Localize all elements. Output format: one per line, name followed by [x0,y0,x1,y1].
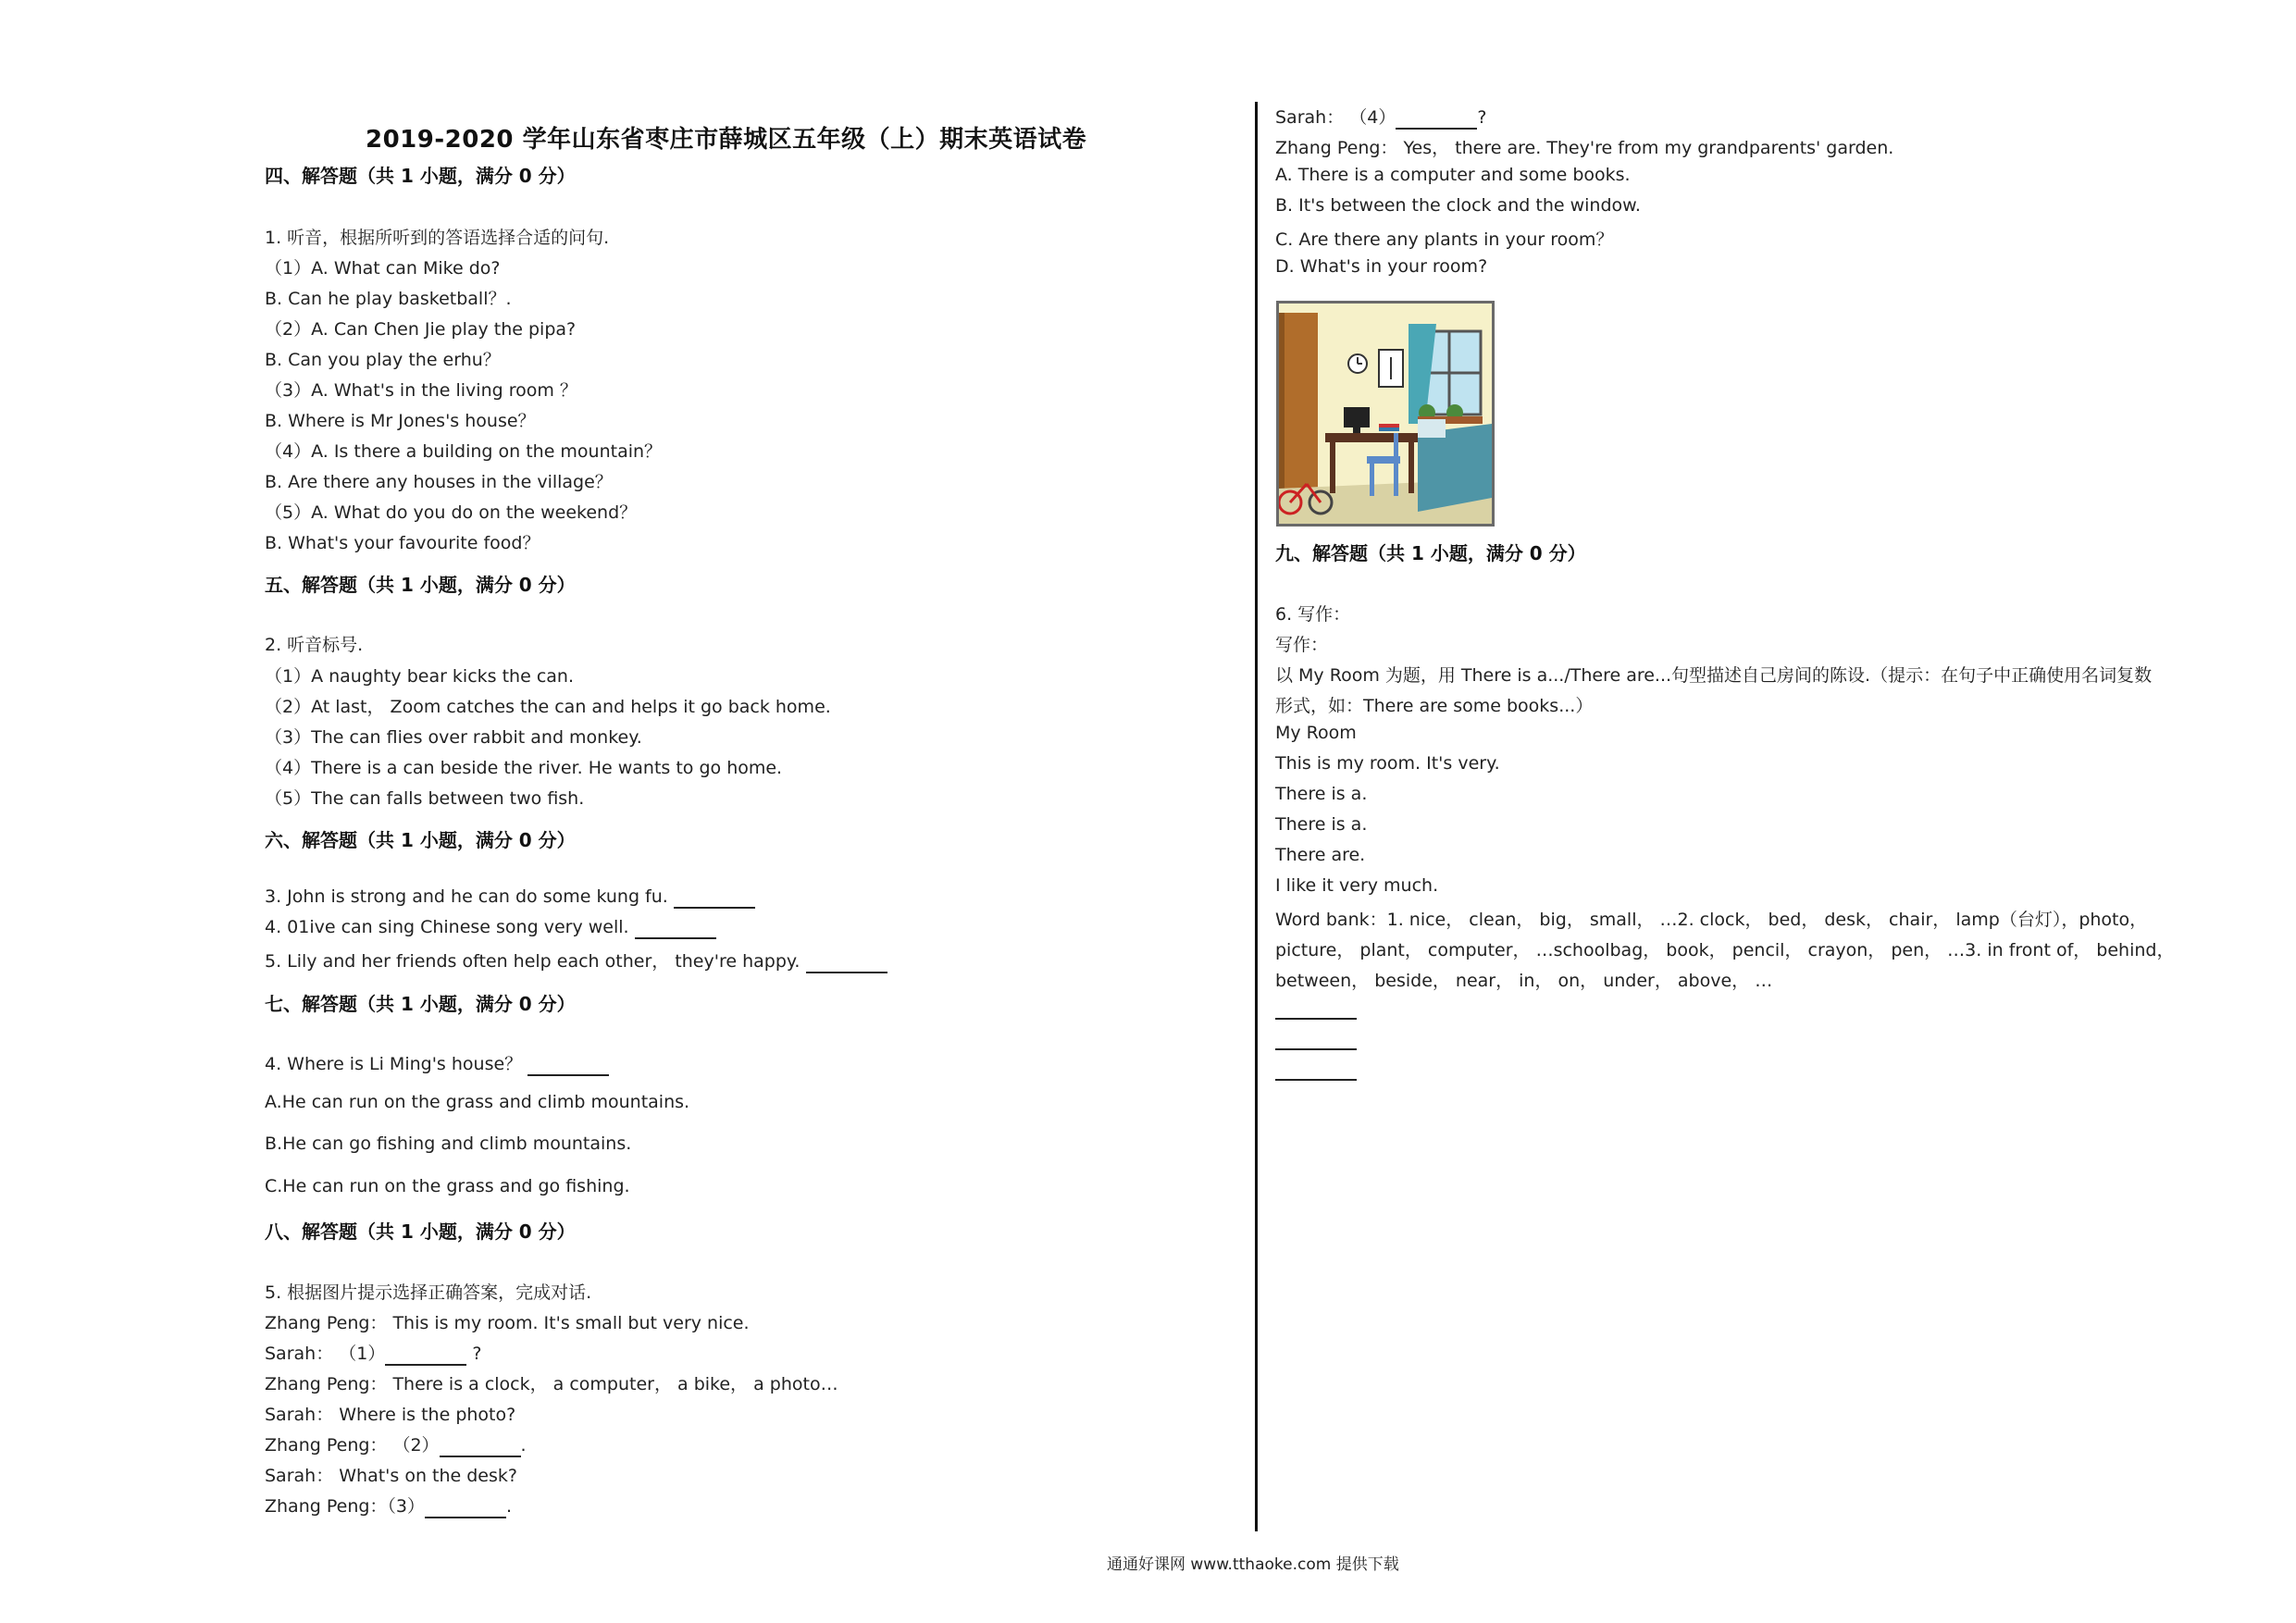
line-text: （5）The can falls between two fish. [265,788,585,809]
line-text: （1）A. What can Mike do? [265,258,501,279]
line-text: 1. 听音，根据所听到的答语选择合适的问句. [265,228,610,248]
text-line [1275,256,1487,277]
line-text: B. What's your favourite food？ [265,533,540,553]
text-line [1275,1028,1357,1050]
line-text: There is a. [1275,784,1368,804]
line-text: Zhang Peng： Yes， there are. They're from my grandparents' garden. [1275,138,1894,158]
line-text: I like it very much. [1275,875,1439,896]
text-line [1275,845,1365,865]
line-text: C.He can run on the grass and go fishing. [265,1176,630,1196]
line-text: B. Are there any houses in the village？ [265,472,613,492]
text-line [265,1493,512,1518]
line-suffix: . [506,1496,513,1517]
text-line [265,346,501,371]
text-line [265,1340,481,1366]
line-text: Zhang Peng： （2） [265,1435,440,1456]
answer-blank[interactable] [385,1344,466,1366]
line-text: （2）At last， Zoom catches the can and helps it go back home. [265,697,831,717]
text-line [265,948,887,973]
text-line [265,754,782,779]
answer-blank[interactable] [425,1496,506,1518]
column-divider [1255,102,1258,1531]
line-text: 5. 根据图片提示选择正确答案，完成对话. [265,1282,592,1303]
section-heading [265,1217,576,1244]
text-line [265,1309,750,1334]
line-text: A. There is a computer and some books. [1275,165,1631,185]
line-text: Sarah： （1） [265,1344,386,1364]
section-heading [265,161,576,188]
text-line [265,1370,838,1395]
line-text: B. It's between the clock and the window. [1275,195,1641,216]
line-text: C. Are there any plants in your room？ [1275,229,1614,250]
line-text: 写作： [1275,635,1329,655]
line-text: 形式，如：There are some books...） [1275,696,1594,716]
line-text: B. Where is Mr Jones's house？ [265,411,536,431]
text-line [265,529,540,554]
text-line [265,1431,527,1457]
line-text: （4）There is a can beside the river. He wants to go home. [265,758,783,778]
text-line [1275,165,1631,185]
line-text: B. Can you play the erhu？ [265,350,501,370]
text-line [265,377,577,402]
line-text: Sarah： What's on the desk? [265,1466,517,1486]
line-text: （2）A. Can Chen Jie play the pipa? [265,319,577,340]
text-line [1275,662,2152,687]
text-line [265,1092,689,1112]
line-text: A.He can run on the grass and climb mountains. [265,1092,690,1112]
text-line [265,438,662,463]
answer-blank[interactable] [674,886,755,909]
text-line [1275,814,1367,835]
text-line [265,785,584,810]
line-text: B.He can go fishing and climb mountains. [265,1134,632,1154]
line-text: B. Can he play basketball？. [265,289,512,309]
text-line [265,1462,517,1487]
line-text: Zhang Peng：（3） [265,1496,426,1517]
answer-blank[interactable] [1275,1028,1357,1050]
line-text: （5）A. What do you do on the weekend？ [265,502,638,523]
text-line [265,1279,591,1304]
text-line [1275,997,1357,1020]
room-picture [1276,301,1495,527]
page-title: 2019-2020 学年山东省枣庄市薛城区五年级（上）期末英语试卷 [366,126,1087,154]
answer-blank[interactable] [1275,997,1357,1020]
text-line [1275,1059,1357,1081]
line-text: My Room [1275,723,1357,743]
line-text: 六、解答题（共 1 小题，满分 0 分） [265,829,576,851]
text-line [1275,723,1357,743]
line-text: （3）The can flies over rabbit and monkey. [265,727,642,748]
answer-blank[interactable] [440,1435,521,1457]
line-text: Zhang Peng： This is my room. It's small but very nice. [265,1313,750,1333]
line-text: picture， plant， computer， …schoolbag， book， pencil， crayon， pen， …3. in front of， behind， [1275,940,2175,960]
text-line [265,468,613,493]
text-line [1275,967,1772,992]
text-line [1275,875,1438,896]
line-text: 五、解答题（共 1 小题，满分 0 分） [265,574,576,596]
answer-blank[interactable] [806,951,887,973]
text-line [1275,784,1367,804]
text-line [265,917,716,939]
text-line [1275,104,1486,130]
text-line [265,631,363,656]
line-text: 5. Lily and her friends often help each other， they're happy. [265,951,806,972]
page-footer: 通通好课网 www.tthaoke.com 提供下载 [1107,1555,1399,1574]
text-line [1275,753,1500,774]
line-text: 4. Where is Li Ming's house？ [265,1054,528,1074]
text-line [265,285,512,310]
line-text: 4. 01ive can sing Chinese song very well. [265,917,635,937]
text-line [1275,906,2147,931]
line-text: 九、解答题（共 1 小题，满分 0 分） [1275,542,1586,564]
line-text: 四、解答题（共 1 小题，满分 0 分） [265,165,576,187]
text-line [1275,226,1613,251]
section-heading [265,989,576,1016]
line-text: 七、解答题（共 1 小题，满分 0 分） [265,993,576,1015]
line-text: Word bank：1. nice， clean， big， small， …2. clock， bed， desk， chair， lamp（台灯），photo， [1275,910,2148,930]
text-line [265,499,637,524]
text-line [1275,631,1328,656]
answer-blank[interactable] [1396,107,1477,130]
line-text: There is a. [1275,814,1368,835]
line-text: 八、解答题（共 1 小题，满分 0 分） [265,1220,576,1243]
line-text: 6. 写作： [1275,604,1351,625]
text-line [1275,692,1593,717]
text-line [265,254,500,279]
text-line [265,693,831,718]
answer-blank[interactable] [635,917,716,939]
text-line [1275,936,2174,961]
line-text: Sarah： （4） [1275,107,1396,128]
section-heading [265,570,576,597]
text-line [265,663,574,688]
section-heading [265,825,576,852]
line-text: （3）A. What's in the living room ？ [265,380,577,401]
line-text: D. What's in your room? [1275,256,1488,277]
line-text: （1）A naughty bear kicks the can. [265,666,574,687]
text-line [265,1401,515,1426]
line-text: This is my room. It's very. [1275,753,1500,774]
answer-blank[interactable] [1275,1059,1357,1081]
line-text: Zhang Peng： There is a clock， a computer， a bike， a photo… [265,1374,838,1394]
line-text: 3. John is strong and he can do some kung fu. [265,886,674,907]
line-suffix: ? [466,1344,482,1364]
text-line [265,724,642,749]
text-line [1275,195,1641,216]
line-text: 以 My Room 为题，用 There is a.../There are...句型描述自己房间的陈设.（提示：在句子中正确使用名词复数 [1275,665,2153,686]
line-text: 2. 听音标号. [265,635,364,655]
text-line [265,407,536,432]
line-text: Sarah： Where is the photo? [265,1405,516,1425]
line-text: between， beside， near， in， on， under， above， … [1275,971,1773,991]
text-line [265,1134,631,1154]
line-text: （4）A. Is there a building on the mountain？ [265,441,663,462]
text-line [265,224,609,249]
section-heading [1275,539,1586,565]
text-line [265,886,755,909]
text-line [1275,134,1893,159]
line-suffix: ? [1477,107,1487,128]
text-line [265,1050,609,1076]
line-text: There are. [1275,845,1366,865]
text-line [265,316,576,341]
line-suffix: . [520,1435,527,1456]
text-line [1275,601,1350,626]
text-line [265,1176,630,1196]
answer-blank[interactable] [527,1054,609,1076]
